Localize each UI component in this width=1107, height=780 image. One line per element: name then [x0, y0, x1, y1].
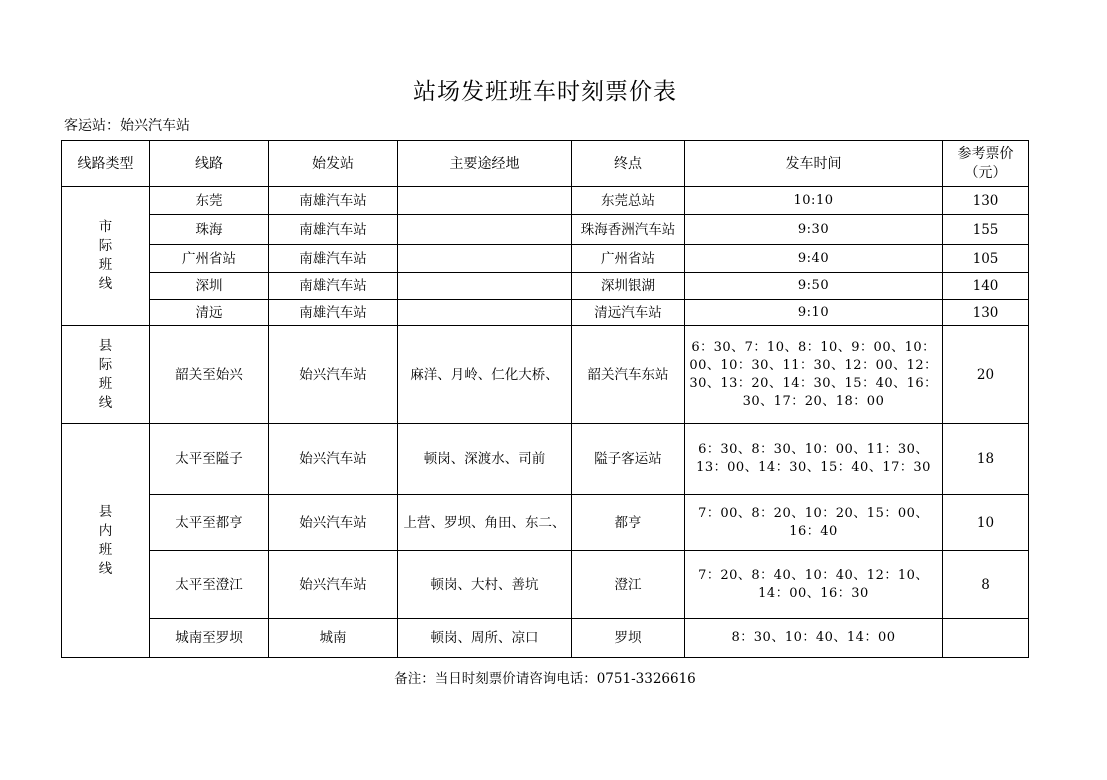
departure-times-cell: 6：30、8：30、10：00、11：30、13：00、14：30、15：40、17：30	[685, 424, 943, 495]
page-title: 站场发班班车时刻票价表	[413, 79, 677, 105]
route-cell: 太平至都亨	[150, 495, 269, 551]
departure-times-cell: 9:30	[685, 215, 943, 245]
route-cell: 城南至罗坝	[150, 619, 269, 658]
destination-cell: 深圳银湖	[572, 273, 685, 300]
table-row	[62, 187, 1029, 215]
via-cell	[398, 273, 572, 300]
schedule-table	[61, 140, 1029, 658]
table-row	[62, 619, 1029, 658]
header-price: 参考票价（元）	[943, 141, 1029, 187]
destination-cell: 清远汽车站	[572, 300, 685, 326]
origin-cell: 始兴汽车站	[269, 326, 398, 424]
via-cell	[398, 187, 572, 215]
header-destination: 终点	[572, 141, 685, 187]
origin-cell: 南雄汽车站	[269, 215, 398, 245]
via-cell: 麻洋、月岭、仁化大桥、	[398, 326, 572, 424]
origin-cell: 始兴汽车站	[269, 495, 398, 551]
route-type-label: 县内班线	[98, 503, 113, 577]
route-cell: 韶关至始兴	[150, 326, 269, 424]
departure-times-cell: 9:50	[685, 273, 943, 300]
origin-cell: 南雄汽车站	[269, 245, 398, 273]
table-row	[62, 215, 1029, 245]
origin-cell: 始兴汽车站	[269, 424, 398, 495]
route-type-cell	[62, 187, 150, 326]
route-cell: 珠海	[150, 215, 269, 245]
route-type-label: 市际班线	[98, 219, 113, 292]
price-cell: 10	[943, 495, 1029, 551]
table-row	[62, 326, 1029, 424]
route-cell: 太平至隘子	[150, 424, 269, 495]
table-row	[62, 273, 1029, 300]
departure-times-cell: 7：20、8：40、10：40、12：10、14：00、16：30	[685, 551, 943, 619]
table-row	[62, 495, 1029, 551]
price-cell: 18	[943, 424, 1029, 495]
route-cell: 广州省站	[150, 245, 269, 273]
via-cell: 顿岗、周所、凉口	[398, 619, 572, 658]
destination-cell: 罗坝	[572, 619, 685, 658]
destination-cell: 都亨	[572, 495, 685, 551]
header-origin: 始发站	[269, 141, 398, 187]
header-departure-times: 发车时间	[685, 141, 943, 187]
origin-cell: 城南	[269, 619, 398, 658]
price-cell: 140	[943, 273, 1029, 300]
price-cell: 130	[943, 187, 1029, 215]
departure-times-cell: 6：30、7：10、8：10、9：00、10：00、10：30、11：30、12：00、12：30、13：20、14：30、15：40、16：30、17：20、18：00	[685, 326, 943, 424]
route-cell: 深圳	[150, 273, 269, 300]
price-cell	[943, 619, 1029, 658]
departure-times-cell: 8：30、10：40、14：00	[685, 619, 943, 658]
destination-cell: 澄江	[572, 551, 685, 619]
table-row	[62, 424, 1029, 495]
destination-cell: 珠海香洲汽车站	[572, 215, 685, 245]
destination-cell: 隘子客运站	[572, 424, 685, 495]
via-cell	[398, 300, 572, 326]
origin-cell: 南雄汽车站	[269, 187, 398, 215]
route-type-cell	[62, 424, 150, 658]
station-label: 客运站：始兴汽车站	[64, 118, 190, 134]
departure-times-cell: 9:10	[685, 300, 943, 326]
via-cell: 顿岗、深渡水、司前	[398, 424, 572, 495]
origin-cell: 南雄汽车站	[269, 300, 398, 326]
destination-cell: 广州省站	[572, 245, 685, 273]
table-row	[62, 300, 1029, 326]
route-cell: 太平至澄江	[150, 551, 269, 619]
origin-cell: 始兴汽车站	[269, 551, 398, 619]
price-cell: 130	[943, 300, 1029, 326]
header-row	[62, 141, 1029, 187]
price-cell: 20	[943, 326, 1029, 424]
header-route-type: 线路类型	[62, 141, 150, 187]
table-row	[62, 245, 1029, 273]
destination-cell: 韶关汽车东站	[572, 326, 685, 424]
price-cell: 155	[943, 215, 1029, 245]
departure-times-cell: 10:10	[685, 187, 943, 215]
destination-cell: 东莞总站	[572, 187, 685, 215]
via-cell	[398, 245, 572, 273]
route-type-label: 县际班线	[98, 337, 113, 411]
header-route: 线路	[150, 141, 269, 187]
via-cell: 上营、罗坝、角田、东二、	[398, 495, 572, 551]
origin-cell: 南雄汽车站	[269, 273, 398, 300]
table-row	[62, 551, 1029, 619]
departure-times-cell: 9:40	[685, 245, 943, 273]
route-cell: 东莞	[150, 187, 269, 215]
departure-times-cell: 7：00、8：20、10：20、15：00、16：40	[685, 495, 943, 551]
via-cell	[398, 215, 572, 245]
via-cell: 顿岗、大村、善坑	[398, 551, 572, 619]
route-type-cell	[62, 326, 150, 424]
price-cell: 105	[943, 245, 1029, 273]
footnote: 备注：当日时刻票价请咨询电话：0751-3326616	[394, 671, 696, 687]
price-cell: 8	[943, 551, 1029, 619]
route-cell: 清远	[150, 300, 269, 326]
header-via: 主要途经地	[398, 141, 572, 187]
